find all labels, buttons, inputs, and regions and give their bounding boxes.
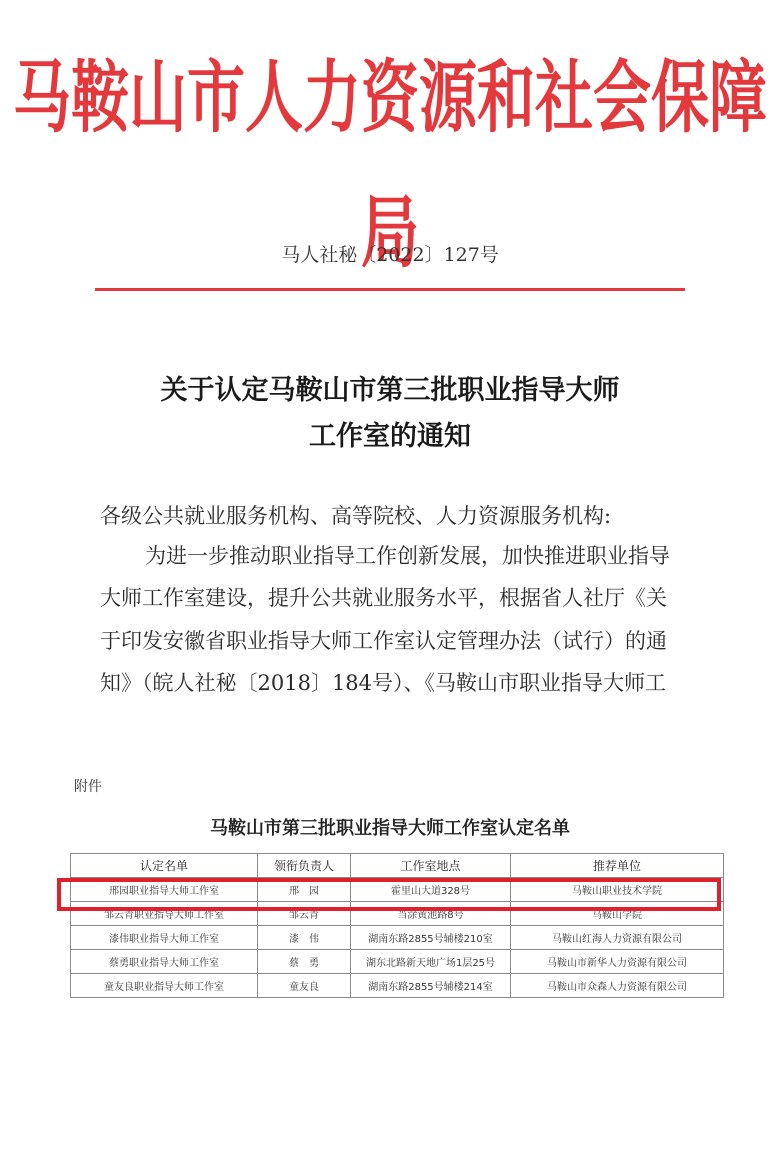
table-row <box>71 950 724 974</box>
recommender-cell: 马鞍山市新华人力资源有限公司 <box>511 950 724 974</box>
body-line-4: 知》（皖人社秘〔2018〕184号）、《马鞍山市职业指导大师工 <box>100 671 667 695</box>
column-header: 领衔负责人 <box>258 854 351 878</box>
highlight-box <box>57 878 721 911</box>
red-divider-line <box>95 288 685 291</box>
leader-cell: 蔡 勇 <box>258 950 351 974</box>
leader-cell: 童友良 <box>258 974 351 998</box>
leader-cell: 邢 园 <box>258 878 351 902</box>
body-line-3: 于印发安徽省职业指导大师工作室认定管理办法（试行）的通 <box>100 629 667 653</box>
studio-name-cell: 漆伟职业指导大师工作室 <box>71 926 258 950</box>
table-row <box>71 974 724 998</box>
table-row <box>71 926 724 950</box>
location-cell: 湖南东路2855号辅楼210室 <box>351 926 511 950</box>
body-line-2: 大师工作室建设，提升公共就业服务水平，根据省人社厅《关 <box>100 586 667 610</box>
body-line-1: 为进一步推动职业指导工作创新发展，加快推进职业指导 <box>145 544 670 568</box>
studio-name-cell: 童友良职业指导大师工作室 <box>71 974 258 998</box>
agency-letterhead: 马鞍山市人力资源和社会保障局 <box>12 51 767 279</box>
studio-name-cell: 邢园职业指导大师工作室 <box>71 878 258 902</box>
attachment-label: 附件 <box>74 779 102 795</box>
column-header: 推荐单位 <box>511 854 724 878</box>
leader-cell: 邹云青 <box>258 902 351 926</box>
leader-cell: 漆 伟 <box>258 926 351 950</box>
studio-name-cell: 蔡勇职业指导大师工作室 <box>71 950 258 974</box>
column-header: 工作室地点 <box>351 854 511 878</box>
salutation: 各级公共就业服务机构、高等院校、人力资源服务机构: <box>100 504 612 528</box>
notice-title-line-1: 关于认定马鞍山市第三批职业指导大师 <box>160 375 620 406</box>
location-cell: 湖东北路新天地广场1层25号 <box>351 950 511 974</box>
document-number: 马人社秘〔2022〕127号 <box>281 244 499 266</box>
recommender-cell: 马鞍山职业技术学院 <box>511 878 724 902</box>
column-header: 认定名单 <box>71 854 258 878</box>
studio-name-cell: 邹云青职业指导大师工作室 <box>71 902 258 926</box>
location-cell: 当涂黄池路8号 <box>351 902 511 926</box>
location-cell: 霍里山大道328号 <box>351 878 511 902</box>
location-cell: 湖南东路2855号辅楼214室 <box>351 974 511 998</box>
notice-title-line-2: 工作室的通知 <box>309 421 471 452</box>
table-header-row <box>71 854 724 878</box>
studio-list-table <box>70 853 724 998</box>
list-title: 马鞍山市第三批职业指导大师工作室认定名单 <box>210 818 570 839</box>
recommender-cell: 马鞍山红海人力资源有限公司 <box>511 926 724 950</box>
recommender-cell: 马鞍山学院 <box>511 902 724 926</box>
recommender-cell: 马鞍山市众森人力资源有限公司 <box>511 974 724 998</box>
